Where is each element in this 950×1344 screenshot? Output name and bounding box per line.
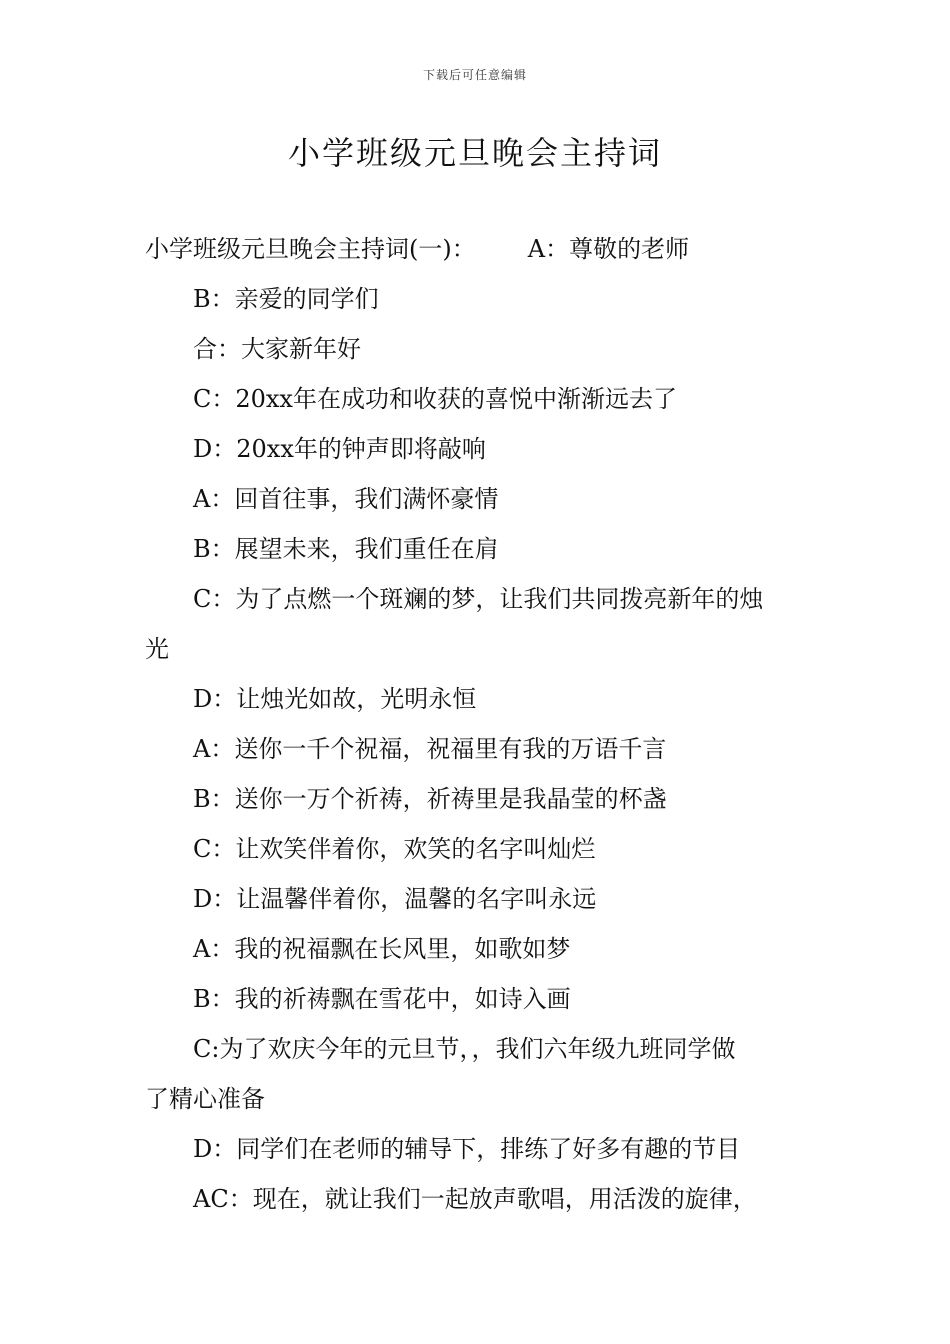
script-line: B：我的祈祷飘在雪花中，如诗入画	[193, 985, 571, 1013]
script-line: D：让烛光如故，光明永恒	[193, 685, 477, 713]
script-line: B：展望未来，我们重任在肩	[193, 535, 499, 563]
script-line: C：让欢笑伴着你，欢笑的名字叫灿烂	[193, 835, 596, 863]
script-line: D：20xx年的钟声即将敲响	[193, 435, 486, 463]
script-line: A：送你一千个祝福，祝福里有我的万语千言	[193, 735, 667, 763]
script-line-continuation: 光	[145, 635, 169, 663]
intro-line	[145, 224, 810, 274]
script-line-continuation: 了精心准备	[145, 1085, 265, 1113]
script-line: B：亲爱的同学们	[193, 285, 379, 313]
document-body	[145, 224, 810, 1224]
script-line: A：我的祝福飘在长风里，如歌如梦	[193, 935, 571, 963]
script-line: C：20xx年在成功和收获的喜悦中渐渐远去了	[193, 385, 677, 413]
header-note: 下载后可任意编辑	[422, 68, 527, 82]
script-line: C：为了点燃一个斑斓的梦，让我们共同拨亮新年的烛	[193, 585, 764, 613]
script-line: B：送你一万个祈祷，祈祷里是我晶莹的杯盏	[193, 785, 667, 813]
section-heading: 小学班级元旦晚会主持词(一)：	[145, 235, 476, 263]
script-line: C:为了欢庆今年的元旦节，，我们六年级九班同学做	[193, 1035, 736, 1063]
script-line: D：让温馨伴着你，温馨的名字叫永远	[193, 885, 597, 913]
script-line-a-greeting: A：尊敬的老师	[527, 235, 690, 263]
script-line: D：同学们在老师的辅导下，排练了好多有趣的节目	[193, 1135, 741, 1163]
document-title: 小学班级元旦晚会主持词	[287, 134, 662, 172]
script-line: A：回首往事，我们满怀豪情	[193, 485, 499, 513]
script-line: AC：现在，就让我们一起放声歌唱，用活泼的旋律，	[193, 1185, 757, 1213]
script-line: 合：大家新年好	[193, 335, 361, 363]
